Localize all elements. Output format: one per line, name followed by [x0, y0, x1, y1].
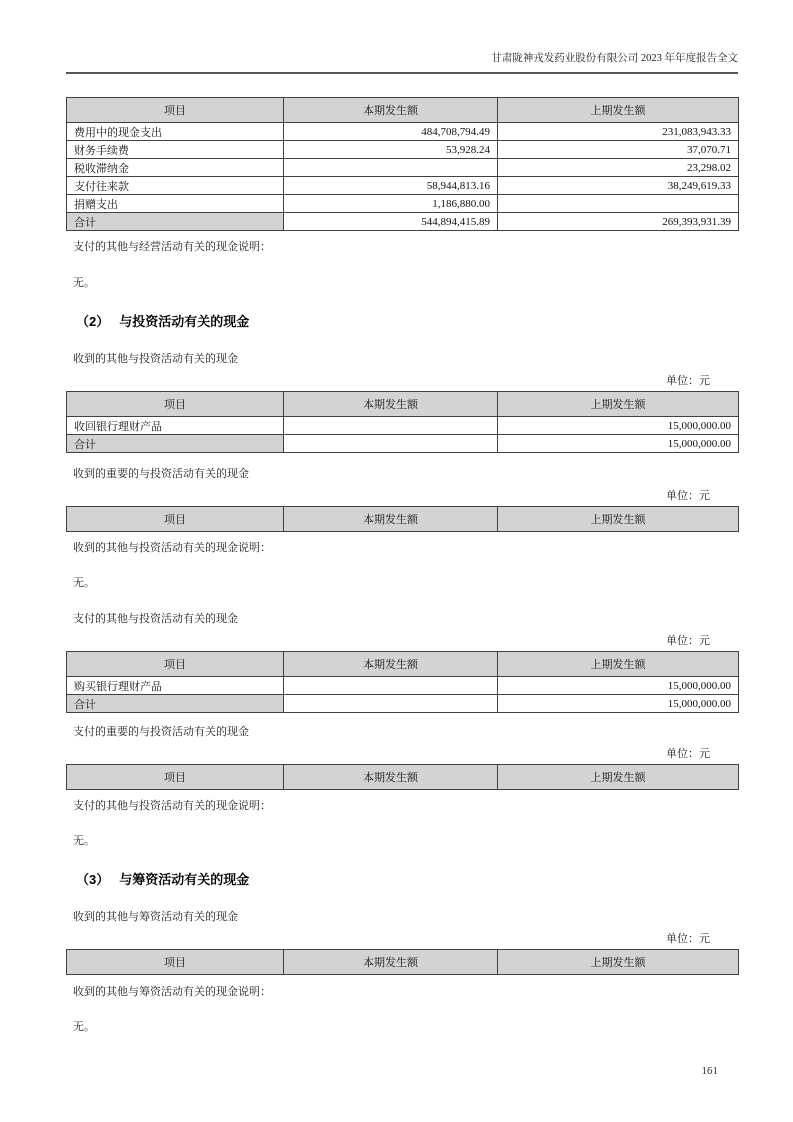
table-header-row [67, 765, 739, 790]
column-header-item: 项目 [67, 950, 284, 975]
total-prior-value: 269,393,931.39 [498, 213, 739, 231]
total-current-value [284, 435, 498, 453]
row-current-value [284, 677, 498, 695]
total-row-label: 合计 [67, 435, 284, 453]
report-header-title: 甘肃陇神戎发药业股份有限公司 2023 年年度报告全文 [491, 53, 738, 64]
column-header-current: 本期发生额 [284, 507, 498, 532]
column-header-current: 本期发生额 [284, 950, 498, 975]
table-header-row [67, 507, 739, 532]
total-prior-value: 15,000,000.00 [498, 695, 739, 713]
row-prior-value: 15,000,000.00 [498, 417, 739, 435]
financing-received-note-label: 收到的其他与筹资活动有关的现金说明： [73, 986, 271, 998]
row-current-value: 58,944,813.16 [284, 177, 498, 195]
section-heading-financing [66, 871, 738, 888]
total-row-label: 合计 [67, 213, 284, 231]
row-prior-value: 37,070.71 [498, 141, 739, 159]
none-text: 无。 [73, 835, 95, 847]
column-header-item: 项目 [67, 392, 284, 417]
unit-label: 单位：元 [666, 635, 710, 647]
section-title: 与投资活动有关的现金 [119, 314, 250, 329]
table-row [67, 159, 739, 177]
none-text: 无。 [73, 1021, 95, 1033]
table-header-row [67, 392, 739, 417]
row-prior-value: 231,083,943.33 [498, 123, 739, 141]
row-current-value: 53,928.24 [284, 141, 498, 159]
row-prior-value: 15,000,000.00 [498, 677, 739, 695]
row-item-label: 财务手续费 [67, 141, 284, 159]
column-header-prior: 上期发生额 [498, 765, 739, 790]
column-header-item: 项目 [67, 652, 284, 677]
table-total-row [67, 435, 739, 453]
header-divider-rule [66, 72, 738, 74]
none-text: 无。 [73, 577, 95, 589]
table-financing-received-other [66, 949, 739, 975]
investing-paid-major-label: 支付的重要的与投资活动有关的现金 [73, 726, 249, 738]
column-header-item: 项目 [67, 507, 284, 532]
page-number: 161 [701, 1065, 718, 1077]
total-row-label: 合计 [67, 695, 284, 713]
column-header-item: 项目 [67, 765, 284, 790]
unit-label: 单位：元 [666, 933, 710, 945]
row-prior-value: 23,298.02 [498, 159, 739, 177]
table-header-row [67, 950, 739, 975]
row-item-label: 费用中的现金支出 [67, 123, 284, 141]
unit-label: 单位：元 [666, 748, 710, 760]
table-total-row [67, 213, 739, 231]
row-item-label: 税收滞纳金 [67, 159, 284, 177]
investing-received-major-label: 收到的重要的与投资活动有关的现金 [73, 468, 249, 480]
investing-paid-note-label: 支付的其他与投资活动有关的现金说明： [73, 800, 271, 812]
table-investing-received-other [66, 391, 739, 453]
table-row [67, 677, 739, 695]
unit-label: 单位：元 [666, 490, 710, 502]
row-current-value: 484,708,794.49 [284, 123, 498, 141]
row-item-label: 支付往来款 [67, 177, 284, 195]
total-prior-value: 15,000,000.00 [498, 435, 739, 453]
section-number: （2） [76, 314, 110, 329]
column-header-item: 项目 [67, 98, 284, 123]
financing-received-other-label: 收到的其他与筹资活动有关的现金 [73, 911, 238, 923]
row-current-value [284, 159, 498, 177]
investing-received-other-label: 收到的其他与投资活动有关的现金 [73, 353, 238, 365]
table-row [67, 177, 739, 195]
row-current-value: 1,186,880.00 [284, 195, 498, 213]
operating-paid-note-label: 支付的其他与经营活动有关的现金说明： [73, 241, 271, 253]
none-text: 无。 [73, 277, 95, 289]
table-investing-paid-major [66, 764, 739, 790]
investing-received-note-label: 收到的其他与投资活动有关的现金说明： [73, 542, 271, 554]
row-item-label: 购买银行理财产品 [67, 677, 284, 695]
table-row [67, 141, 739, 159]
table-row [67, 417, 739, 435]
column-header-current: 本期发生额 [284, 652, 498, 677]
section-title: 与筹资活动有关的现金 [119, 872, 250, 887]
row-prior-value: 38,249,619.33 [498, 177, 739, 195]
unit-label: 单位：元 [666, 375, 710, 387]
total-current-value [284, 695, 498, 713]
table-total-row [67, 695, 739, 713]
row-prior-value [498, 195, 739, 213]
table-operating-paid-other-cash [66, 97, 739, 231]
section-number: （3） [76, 872, 110, 887]
column-header-current: 本期发生额 [284, 98, 498, 123]
table-row [67, 123, 739, 141]
section-heading-investing [66, 313, 738, 330]
column-header-current: 本期发生额 [284, 765, 498, 790]
investing-paid-other-label: 支付的其他与投资活动有关的现金 [73, 613, 238, 625]
column-header-prior: 上期发生额 [498, 98, 739, 123]
column-header-prior: 上期发生额 [498, 950, 739, 975]
column-header-prior: 上期发生额 [498, 652, 739, 677]
column-header-prior: 上期发生额 [498, 392, 739, 417]
column-header-current: 本期发生额 [284, 392, 498, 417]
table-investing-paid-other [66, 651, 739, 713]
table-row [67, 195, 739, 213]
row-item-label: 收回银行理财产品 [67, 417, 284, 435]
table-header-row [67, 652, 739, 677]
total-current-value: 544,894,415.89 [284, 213, 498, 231]
row-item-label: 捐赠支出 [67, 195, 284, 213]
table-investing-received-major [66, 506, 739, 532]
column-header-prior: 上期发生额 [498, 507, 739, 532]
row-current-value [284, 417, 498, 435]
table-header-row [67, 98, 739, 123]
